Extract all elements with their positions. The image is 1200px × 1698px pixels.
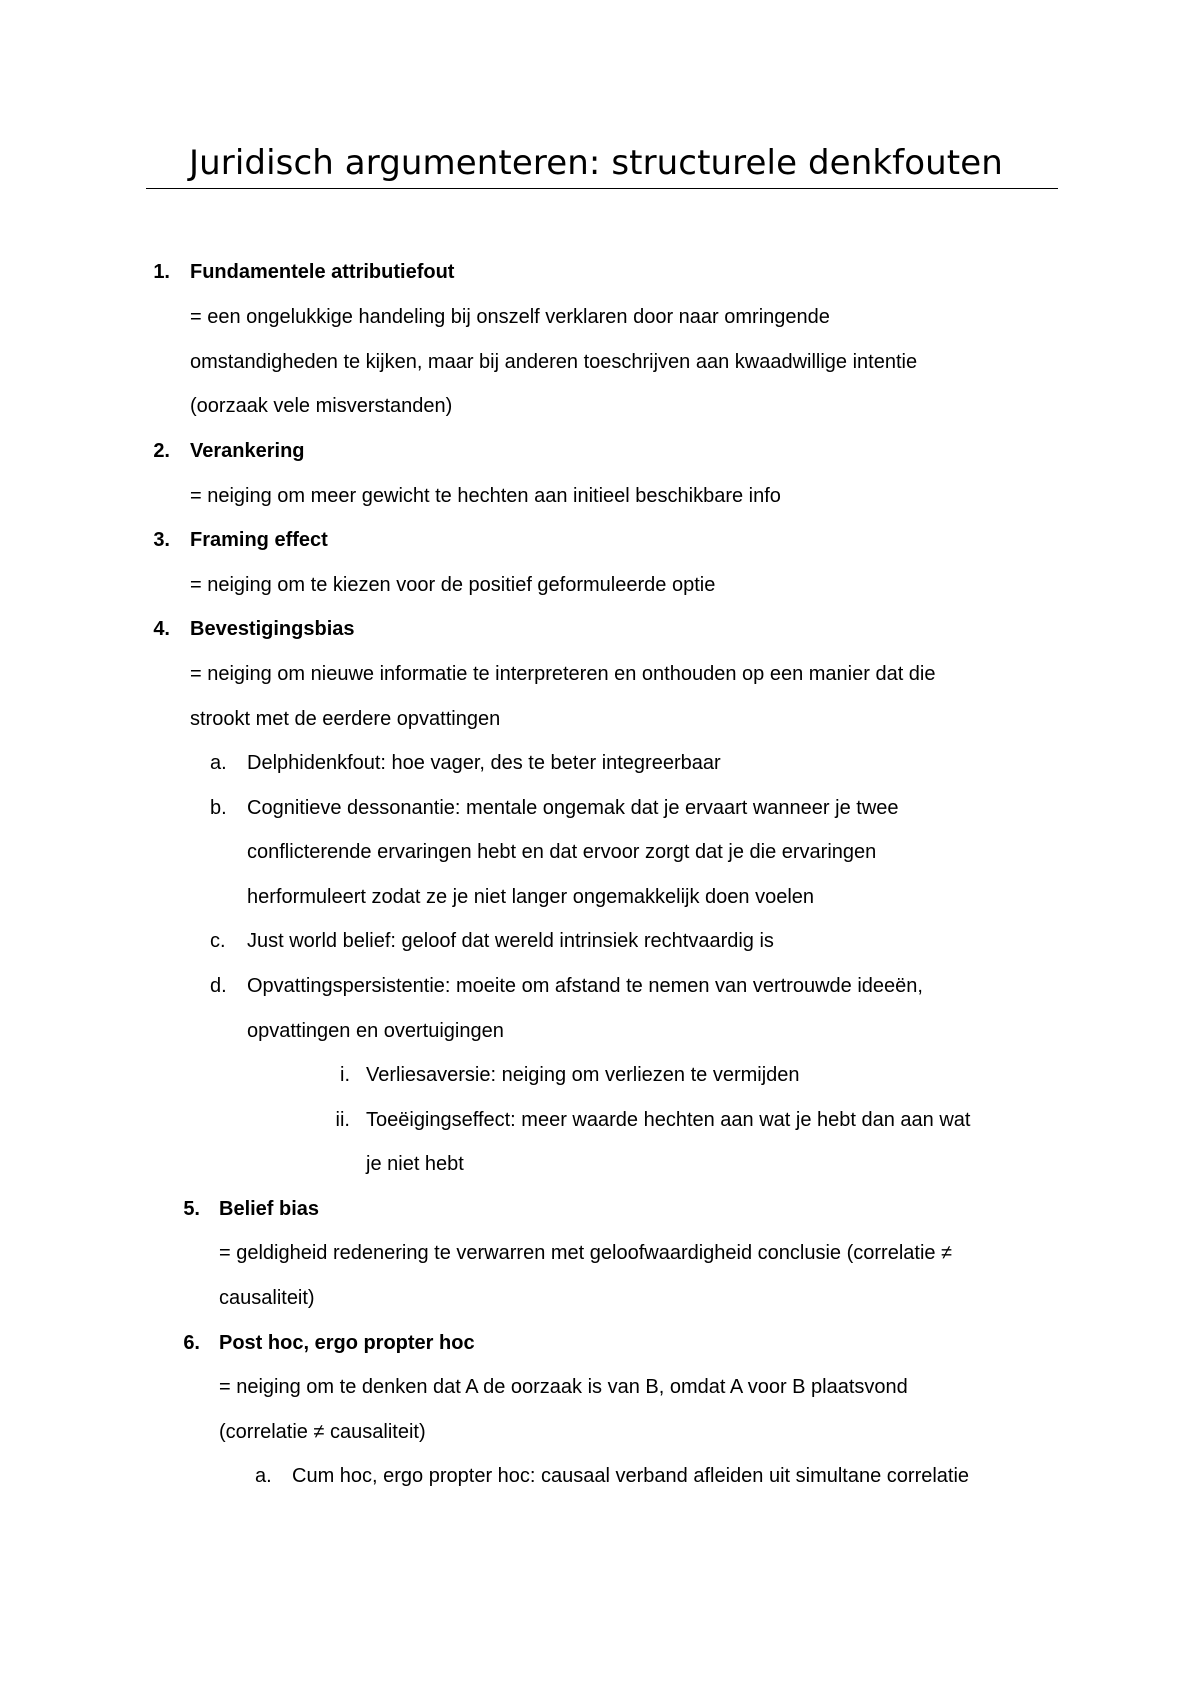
item-number: 6.	[183, 1332, 200, 1354]
subsubitem-roman: i.	[340, 1064, 350, 1086]
subitem-letter: b.	[210, 797, 227, 819]
item-heading: Post hoc, ergo propter hoc	[219, 1332, 475, 1354]
subitem-text-line: conflicterende ervaringen hebt en dat ervoor zorgt dat je die ervaringen	[247, 841, 877, 863]
item-text-line: = neiging om nieuwe informatie te interpreteren en onthouden op een manier dat die	[190, 663, 936, 685]
subitem-letter: c.	[210, 930, 226, 952]
item-text-line: strookt met de eerdere opvattingen	[190, 708, 501, 730]
subsubitem-roman: ii.	[335, 1109, 350, 1131]
item-number: 2.	[153, 440, 170, 462]
item-number: 5.	[183, 1198, 200, 1220]
subsubitem-text-line: Toeëigingseffect: meer waarde hechten aan wat je hebt dan aan wat	[366, 1109, 971, 1131]
subitem-text-line: Cum hoc, ergo propter hoc: causaal verband afleiden uit simultane correlatie	[292, 1465, 970, 1487]
subitem-text-line: Just world belief: geloof dat wereld intrinsiek rechtvaardig is	[247, 930, 774, 952]
subitem-text-line: opvattingen en overtuigingen	[247, 1020, 504, 1042]
item-text-line: = neiging om te denken dat A de oorzaak is van B, omdat A voor B plaatsvond	[219, 1376, 908, 1398]
item-number: 1.	[153, 261, 170, 283]
subitem-text-line: Opvattingspersistentie: moeite om afstand te nemen van vertrouwde ideeën,	[247, 975, 923, 997]
document-title	[146, 143, 1058, 189]
subitem-text-line: Delphidenkfout: hoe vager, des te beter integreerbaar	[247, 752, 721, 774]
subitem-text-line: Cognitieve dessonantie: mentale ongemak dat je ervaart wanneer je twee	[247, 797, 899, 819]
item-number: 4.	[153, 618, 170, 640]
item-text-line: = neiging om te kiezen voor de positief geformuleerde optie	[190, 574, 716, 596]
item-text-line: = geldigheid redenering te verwarren met geloofwaardigheid conclusie (correlatie ≠	[219, 1242, 953, 1264]
subsubitem-text-line: je niet hebt	[366, 1153, 464, 1175]
item-text-line: (correlatie ≠ causaliteit)	[219, 1421, 426, 1443]
item-text-line: (oorzaak vele misverstanden)	[190, 395, 453, 417]
subsubitem-text-line: Verliesaversie: neiging om verliezen te vermijden	[366, 1064, 800, 1086]
title-text: Juridisch argumenteren: structurele denkfouten	[189, 143, 1003, 183]
subitem-letter: d.	[210, 975, 227, 997]
item-text-line: causaliteit)	[219, 1287, 315, 1309]
item-heading: Framing effect	[190, 529, 328, 551]
subitem-text-line: herformuleert zodat ze je niet langer ongemakkelijk doen voelen	[247, 886, 815, 908]
item-heading: Verankering	[190, 440, 305, 462]
item-heading: Belief bias	[219, 1198, 320, 1220]
item-text-line: omstandigheden te kijken, maar bij anderen toeschrijven aan kwaadwillige intentie	[190, 351, 918, 373]
subitem-letter: a.	[255, 1465, 272, 1487]
item-heading: Bevestigingsbias	[190, 618, 355, 640]
subitem-letter: a.	[210, 752, 227, 774]
item-text-line: = neiging om meer gewicht te hechten aan initieel beschikbare info	[190, 485, 781, 507]
item-number: 3.	[153, 529, 170, 551]
item-heading: Fundamentele attributiefout	[190, 261, 455, 283]
item-text-line: = een ongelukkige handeling bij onszelf verklaren door naar omringende	[190, 306, 830, 328]
